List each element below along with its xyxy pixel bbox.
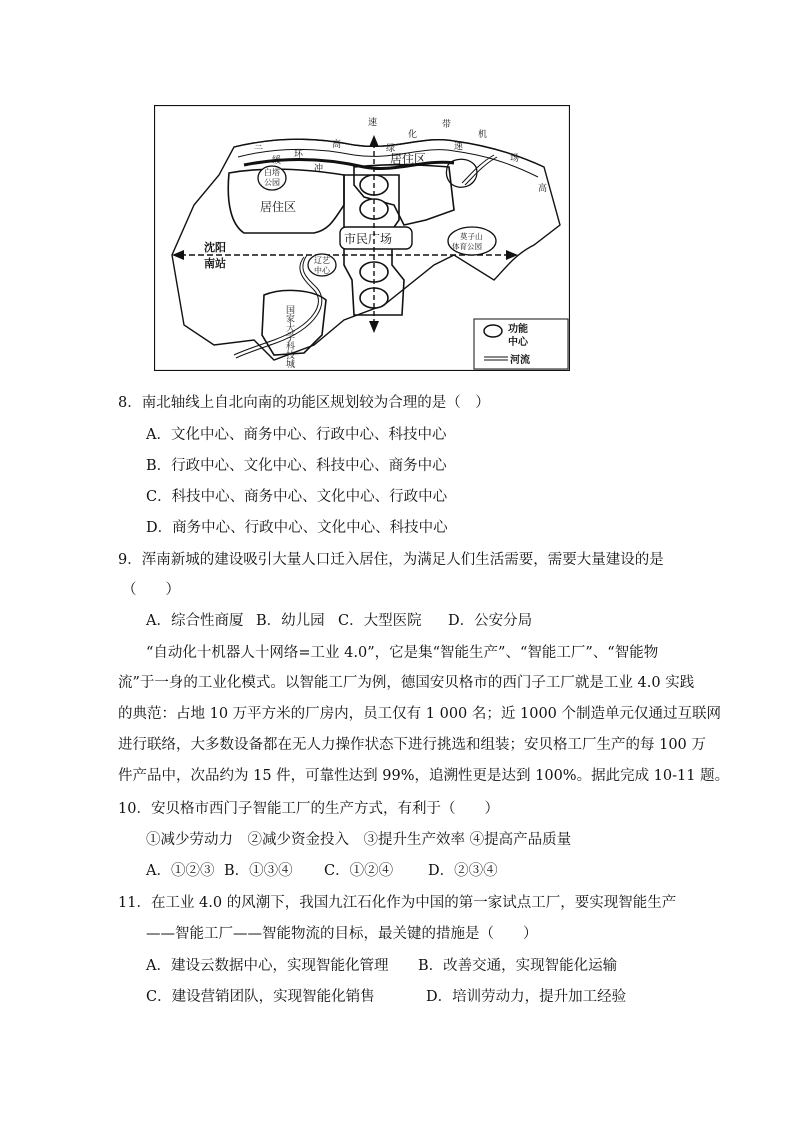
civic-square-label: 市民广场 xyxy=(344,232,393,246)
q11-stem: 11．在工业 4.0 的风潮下，我国九江石化作为中国的第一家试点工厂，要实现智能生产 xyxy=(118,895,677,911)
q11-options-row-1 xyxy=(146,956,794,976)
legend-river-label: 河流 xyxy=(510,355,530,366)
passage-line-2: 流”于一身的工业化模式。以智能工厂为例，德国安贝格市的西门子工厂就是工业 4.0 实践 xyxy=(118,675,695,691)
q10-option-d[interactable]: D．②③④ xyxy=(428,863,498,879)
q8-option-a[interactable]: A．文化中心、商务中心、行政中心、科技中心 xyxy=(146,427,447,443)
mozishan-label-2: 体育公园 xyxy=(452,242,482,251)
shenyang-south-label-2: 南站 xyxy=(204,257,226,270)
q9-option-b[interactable]: B．幼儿园 xyxy=(256,613,325,629)
q11-option-a[interactable]: A．建设云数据中心，实现智能化管理 xyxy=(146,958,389,974)
q11-option-b[interactable]: B．改善交通，实现智能化运输 xyxy=(418,958,618,974)
mozishan-label-1: 莫子山 xyxy=(460,232,483,241)
map-svg xyxy=(154,105,570,371)
legend-function-label-1: 功能 xyxy=(508,324,528,335)
ring-char-10: 高 xyxy=(538,184,548,194)
q9-stem: 9．浑南新城的建设吸引大量人口迁入居住，为满足人们生活需要，需要大量建设的是 xyxy=(118,552,664,568)
q9-option-d[interactable]: D．公安分局 xyxy=(448,613,533,629)
q9-option-c[interactable]: C．大型医院 xyxy=(338,613,422,629)
q10-options xyxy=(146,861,794,881)
q8-option-c[interactable]: C．科技中心、商务中心、文化中心、行政中心 xyxy=(146,489,448,505)
q10-statements: ①减少劳动力 ②减少资金投入 ③提升生产效率 ④提高产品质量 xyxy=(146,832,572,848)
ring-char-8: 机 xyxy=(478,130,488,140)
baita-park-label-2: 公园 xyxy=(264,178,280,187)
q8-option-d[interactable]: D．商务中心、行政中心、文化中心、科技中心 xyxy=(146,520,448,536)
passage-line-1: “自动化十机器人十网络=工业 4.0”，它是集“智能生产”、“智能工厂”、“智能物 xyxy=(146,645,659,661)
ring-char-4: 速 xyxy=(368,118,378,128)
residential-west-label: 居住区 xyxy=(260,200,297,214)
q10-option-c[interactable]: C．①②④ xyxy=(324,863,394,879)
ring-char-5: 绿 xyxy=(386,144,396,154)
ring-char-11: 速 xyxy=(454,142,464,152)
q8-stem: 8．南北轴线上自北向南的功能区规划较为合理的是（ ） xyxy=(118,395,490,411)
q8-option-b[interactable]: B．行政中心、文化中心、科技中心、商务中心 xyxy=(146,458,447,474)
ring-char-1: 三 xyxy=(254,142,264,152)
science-city-label: 国家大学科技城 xyxy=(284,305,294,368)
buffer-char-2: 冲 xyxy=(314,164,324,174)
q9-options xyxy=(146,611,794,631)
q11-stem-continued: ——智能工厂——智能物流的目标，最关键的措施是（ ） xyxy=(146,926,538,942)
q10-stem: 10．安贝格市西门子智能工厂的生产方式，有利于（ ） xyxy=(118,801,499,817)
shenyang-south-label-1: 沈阳 xyxy=(204,241,226,254)
ring-char-2: 环 xyxy=(294,150,304,160)
passage-line-4: 进行联络，大多数设备都在无人力操作状态下进行挑选和组装；安贝格工厂生产的每 100 万 xyxy=(118,737,706,753)
ring-char-9: 场 xyxy=(510,154,520,164)
buffer-char-1: 缓 xyxy=(272,156,282,166)
legend-function-label-2: 中心 xyxy=(508,337,528,348)
baita-park-label-1: 白塔 xyxy=(264,168,280,177)
liaoyi-label-1: 辽艺 xyxy=(314,256,330,265)
q11-option-c[interactable]: C．建设营销团队，实现智能化销售 xyxy=(146,989,375,1005)
q9-option-a[interactable]: A．综合性商厦 xyxy=(146,613,244,629)
q9-paren: （ ） xyxy=(122,582,180,598)
q10-option-a[interactable]: A．①②③ xyxy=(146,863,215,879)
q11-options-row-2 xyxy=(146,987,794,1007)
passage-line-3: 的典范：占地 10 万平方米的厂房内，员工仅有 1 000 名；近 1000 个制造单元仅通过互联网 xyxy=(118,706,722,722)
ring-char-3: 高 xyxy=(332,140,342,150)
q10-option-b[interactable]: B．①③④ xyxy=(224,863,293,879)
legend-function-icon xyxy=(484,325,502,337)
residential-north-label: 居住区 xyxy=(390,152,427,166)
liaoyi-label-2: 中心 xyxy=(314,266,330,275)
ring-char-7: 带 xyxy=(442,120,452,130)
ring-char-6: 化 xyxy=(408,130,418,140)
q11-option-d[interactable]: D．培训劳动力，提升加工经验 xyxy=(426,989,627,1005)
passage-line-5: 件产品中，次品约为 15 件，可靠性达到 99%，追溯性更是达到 100%。据此完成 10-11 题。 xyxy=(118,768,730,784)
planning-map xyxy=(154,105,570,371)
